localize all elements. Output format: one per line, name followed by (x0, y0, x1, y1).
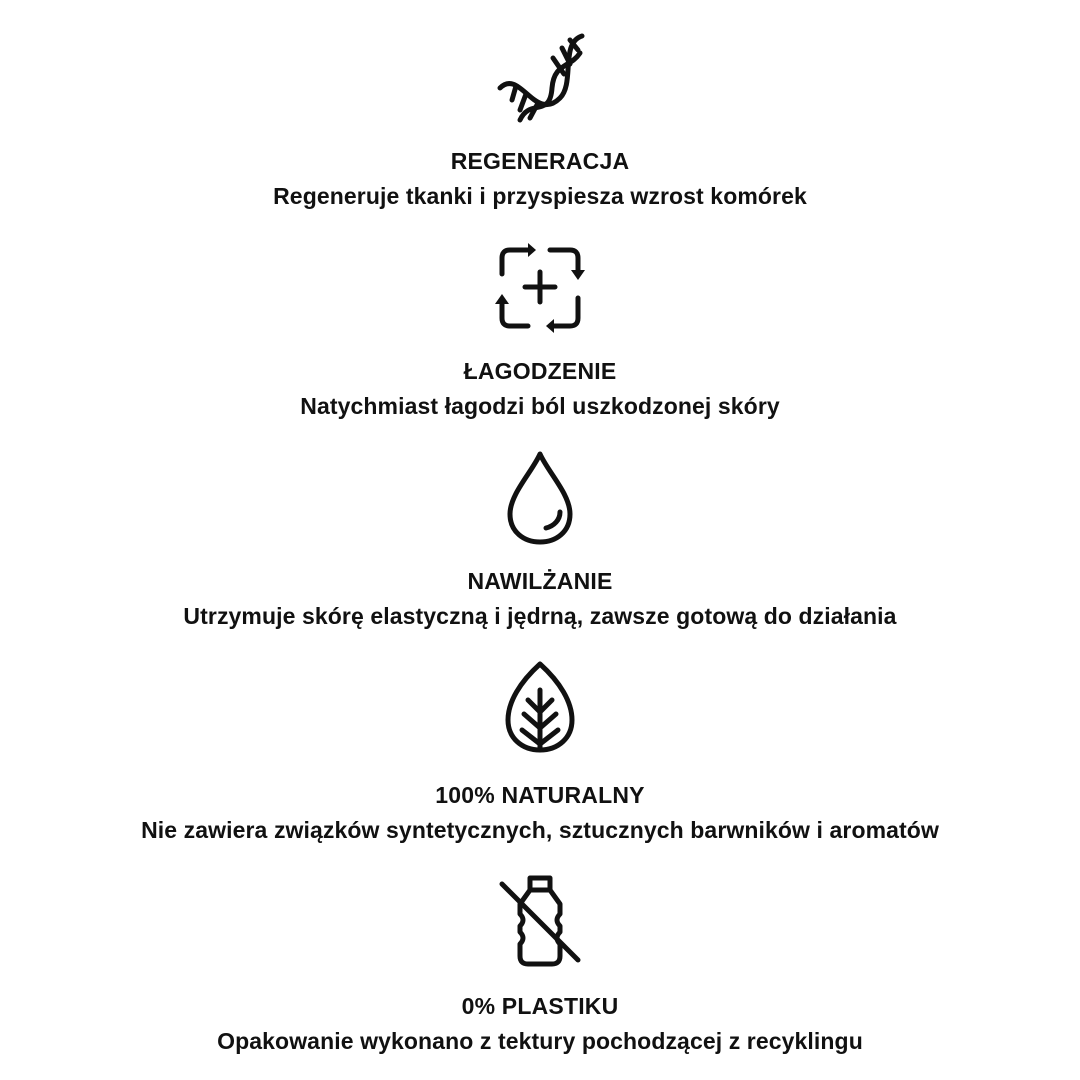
feature-title-regeneracja: REGENERACJA (450, 148, 630, 174)
feature-title-naturalny: 100% NATURALNY (435, 782, 645, 808)
feature-title-nawilzanie: NAWILŻANIE (467, 568, 613, 594)
feature-description-nawilzanie: Utrzymuje skórę elastyczną i jędrną, zawsze gotową do działania (183, 603, 897, 629)
refresh-plus-icon (490, 238, 590, 338)
feature-title-plastiku: 0% PLASTIKU (461, 993, 619, 1019)
leaf-icon (490, 660, 590, 760)
feature-description-naturalny: Nie zawiera związków syntetycznych, sztucznych barwników i aromatów (141, 817, 939, 843)
feature-title-lagodzenie: ŁAGODZENIE (463, 358, 617, 384)
no-plastic-bottle-icon (490, 872, 590, 972)
feature-description-plastiku: Opakowanie wykonano z tektury pochodzącej z recyklingu (217, 1028, 863, 1054)
feature-description-lagodzenie: Natychmiast łagodzi ból uszkodzonej skóry (300, 393, 780, 419)
dna-icon (490, 28, 590, 128)
water-drop-icon (490, 450, 590, 550)
feature-description-regeneracja: Regeneruje tkanki i przyspiesza wzrost komórek (273, 183, 807, 209)
